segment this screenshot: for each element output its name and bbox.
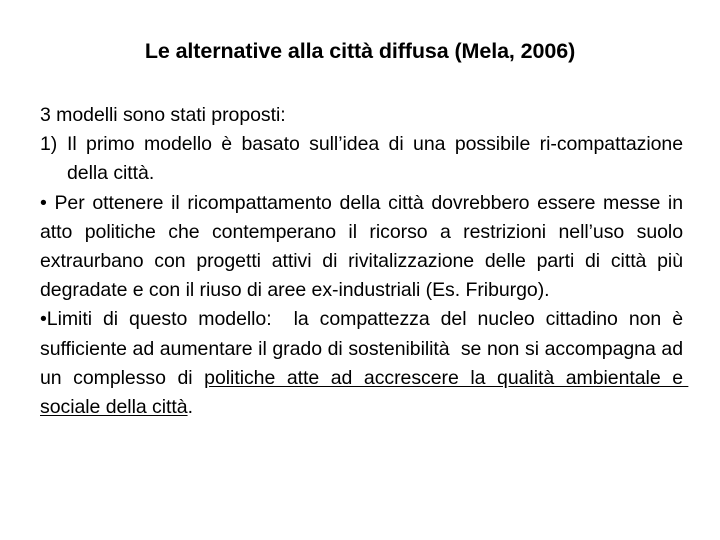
intro-line: 3 modelli sono stati proposti: bbox=[40, 104, 286, 126]
bullet-item-2 bbox=[40, 305, 689, 422]
bullet-item-2-underlined: politiche atte ad accrescere la qualità ambientale e sociale della città bbox=[40, 366, 689, 419]
numbered-item-1-marker: 1) bbox=[40, 133, 58, 156]
numbered-item-1-text: Il primo modello è basato sull’idea di una possibile ri-compattazione della città. bbox=[67, 133, 689, 185]
bullet-item-2-tail: . bbox=[187, 396, 193, 419]
page-title: Le alternative alla città diffusa (Mela, 2006) bbox=[144, 39, 576, 63]
bullet-item-2-lead: •Limiti di questo modello: la compattezza del nucleo cittadino non è sufficiente ad aumentare il grado di sostenibilità se non si accompagna ad un complesso di bbox=[40, 308, 689, 389]
slide-body bbox=[40, 101, 689, 422]
bullet-item-1: • Per ottenere il ricompattamento della città dovrebbero essere messe in atto politiche che contemperano il ricorso a restrizioni nell’uso suolo extraurbano con progetti attivi di rivitalizzazione delle parti di città più degradate e con il riuso di aree ex-industriali (Es. Friburgo). bbox=[40, 191, 689, 302]
numbered-item-1 bbox=[40, 130, 689, 188]
